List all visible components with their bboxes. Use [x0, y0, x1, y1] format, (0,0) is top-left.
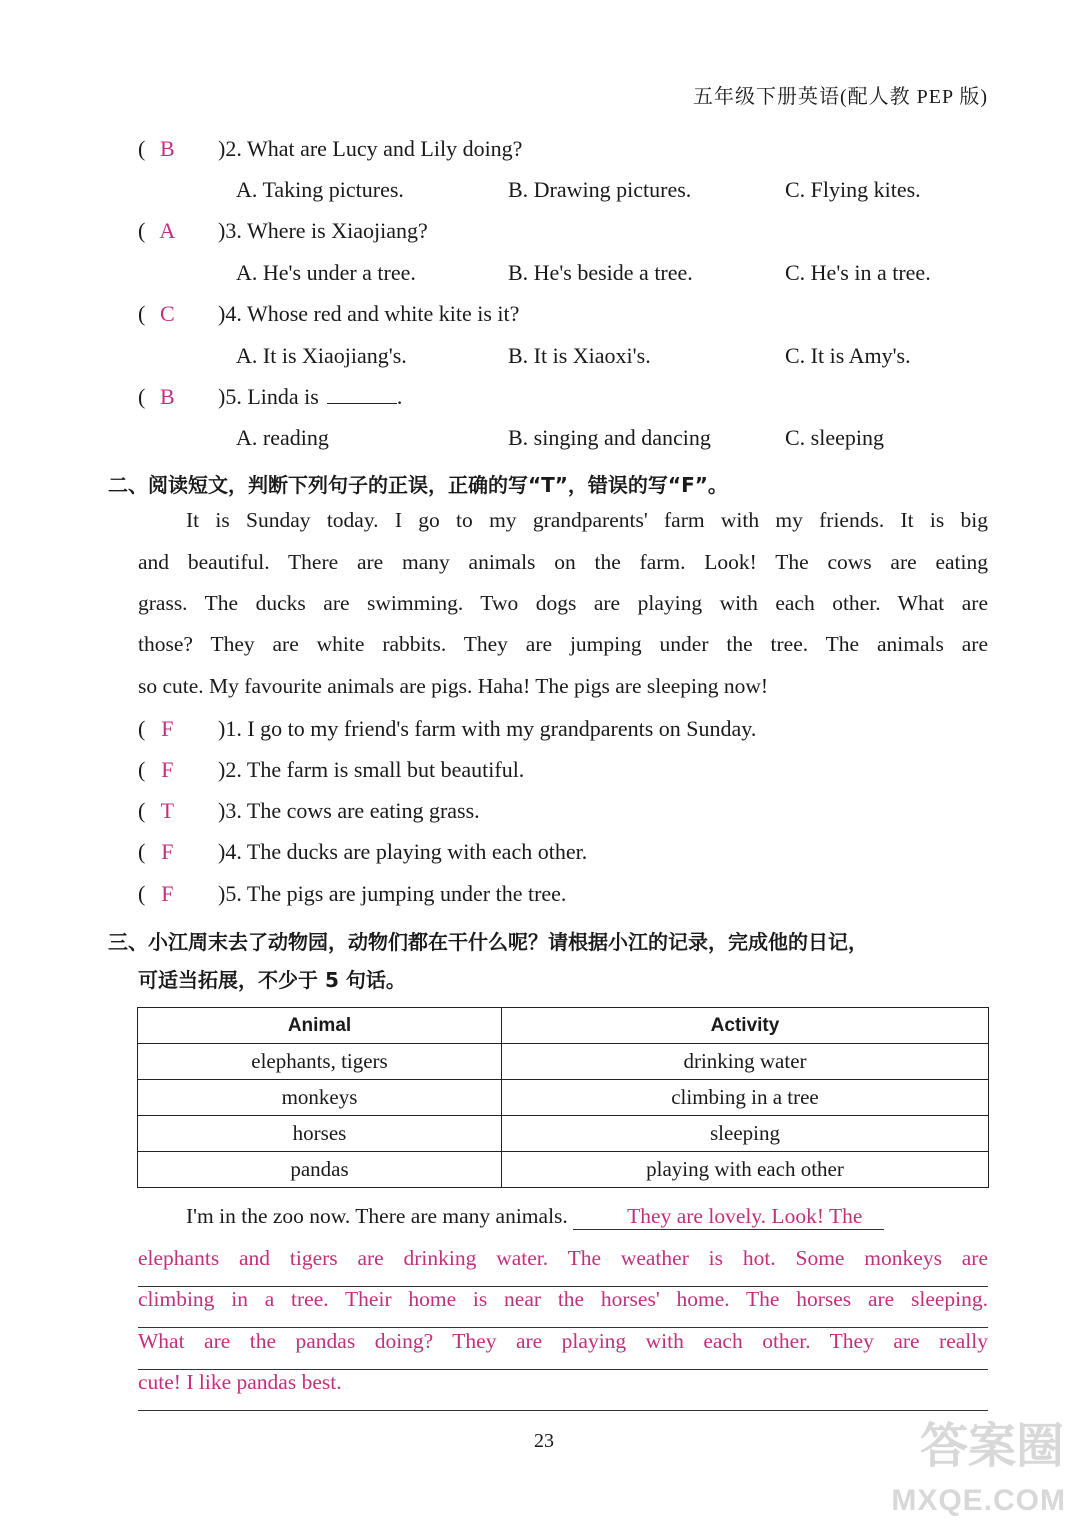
page-number: 23 — [534, 1430, 554, 1452]
question-5: ( B )5. Linda is . — [138, 384, 403, 409]
animal-cell: horses — [138, 1116, 502, 1152]
table-row — [138, 1080, 989, 1116]
option-b: B. He's beside a tree. — [508, 260, 693, 285]
option-a: A. It is Xiaojiang's. — [236, 343, 407, 368]
watermark-url: MXQE.COM — [891, 1484, 1066, 1517]
column-header-animal: Animal — [138, 1008, 502, 1044]
option-a: A. reading — [236, 425, 329, 450]
passage-line: It is Sunday today. I go to my grandparents' farm with my friends. It is big — [186, 508, 988, 532]
activity-cell: playing with each other — [502, 1152, 989, 1188]
diary-line-1 — [138, 1204, 988, 1244]
statement-4: ( F )4. The ducks are playing with each other. — [138, 839, 588, 864]
diary-intro: I'm in the zoo now. There are many animals. — [186, 1204, 568, 1228]
page-header: 五年级下册英语(配人教 PEP 版) — [692, 86, 988, 108]
option-b: B. singing and dancing — [508, 425, 711, 450]
section-3-title: 三、小江周末去了动物园，动物们都在干什么呢？请根据小江的记录，完成他的日记， — [108, 930, 868, 954]
table-header-row — [138, 1008, 989, 1044]
answer-mark: T — [160, 798, 175, 823]
option-a: A. Taking pictures. — [236, 177, 404, 202]
table-row — [138, 1152, 989, 1188]
animal-cell: pandas — [138, 1152, 502, 1188]
answer-mark: B — [159, 136, 175, 161]
watermark-logo: 答案圈 — [919, 1420, 1064, 1473]
statement-5: ( F )5. The pigs are jumping under the tree. — [138, 881, 567, 906]
option-b: B. Drawing pictures. — [508, 177, 692, 202]
option-c: C. It is Amy's. — [785, 343, 911, 368]
answer-mark: C — [159, 301, 175, 326]
zoo-record-table — [137, 1007, 989, 1188]
question-3: ( A )3. Where is Xiaojiang? — [138, 218, 428, 243]
passage-line: those? They are white rabbits. They are jumping under the tree. The animals are — [138, 632, 988, 656]
column-header-activity: Activity — [502, 1008, 989, 1044]
animal-cell: monkeys — [138, 1080, 502, 1116]
question-4: ( C )4. Whose red and white kite is it? — [138, 301, 520, 326]
animal-cell: elephants, tigers — [138, 1044, 502, 1080]
answer-mark: F — [161, 757, 174, 782]
diary-answer: What are the pandas doing? They are playing with each other. They are really — [138, 1329, 988, 1370]
option-a: A. He's under a tree. — [236, 260, 416, 285]
diary-answer: They are lovely. Look! The — [573, 1204, 884, 1230]
answer-mark: B — [159, 384, 175, 409]
option-b: B. It is Xiaoxi's. — [508, 343, 651, 368]
answer-mark: F — [161, 881, 174, 906]
statement-2: ( F )2. The farm is small but beautiful. — [138, 757, 525, 782]
section-3-title-cont: 可适当拓展，不少于 5 句话。 — [138, 968, 406, 992]
diary-answer: climbing in a tree. Their home is near the horses' home. The horses are sleeping. — [138, 1287, 988, 1328]
passage-line: and beautiful. There are many animals on the farm. Look! The cows are eating — [138, 550, 988, 574]
answer-mark: A — [159, 218, 176, 243]
table-row — [138, 1044, 989, 1080]
option-c: C. He's in a tree. — [785, 260, 931, 285]
passage-line: grass. The ducks are swimming. Two dogs are playing with each other. What are — [138, 591, 988, 615]
passage-line: so cute. My favourite animals are pigs. Haha! The pigs are sleeping now! — [138, 674, 769, 698]
question-2: ( B )2. What are Lucy and Lily doing? — [138, 136, 523, 161]
statement-3: ( T )3. The cows are eating grass. — [138, 798, 480, 823]
answer-mark: F — [161, 716, 174, 741]
table-row — [138, 1116, 989, 1152]
option-c: C. sleeping — [785, 425, 884, 450]
answer-mark: F — [161, 839, 174, 864]
diary-answer: elephants and tigers are drinking water. The weather is hot. Some monkeys are — [138, 1246, 988, 1287]
fill-blank — [327, 385, 397, 404]
section-2-title: 二、阅读短文，判断下列句子的正误，正确的写“T”，错误的写“F”。 — [108, 473, 728, 497]
diary-answer: cute! I like pandas best. — [138, 1370, 988, 1411]
activity-cell: drinking water — [502, 1044, 989, 1080]
statement-1: ( F )1. I go to my friend's farm with my grandparents on Sunday. — [138, 716, 757, 741]
activity-cell: sleeping — [502, 1116, 989, 1152]
activity-cell: climbing in a tree — [502, 1080, 989, 1116]
option-c: C. Flying kites. — [785, 177, 921, 202]
